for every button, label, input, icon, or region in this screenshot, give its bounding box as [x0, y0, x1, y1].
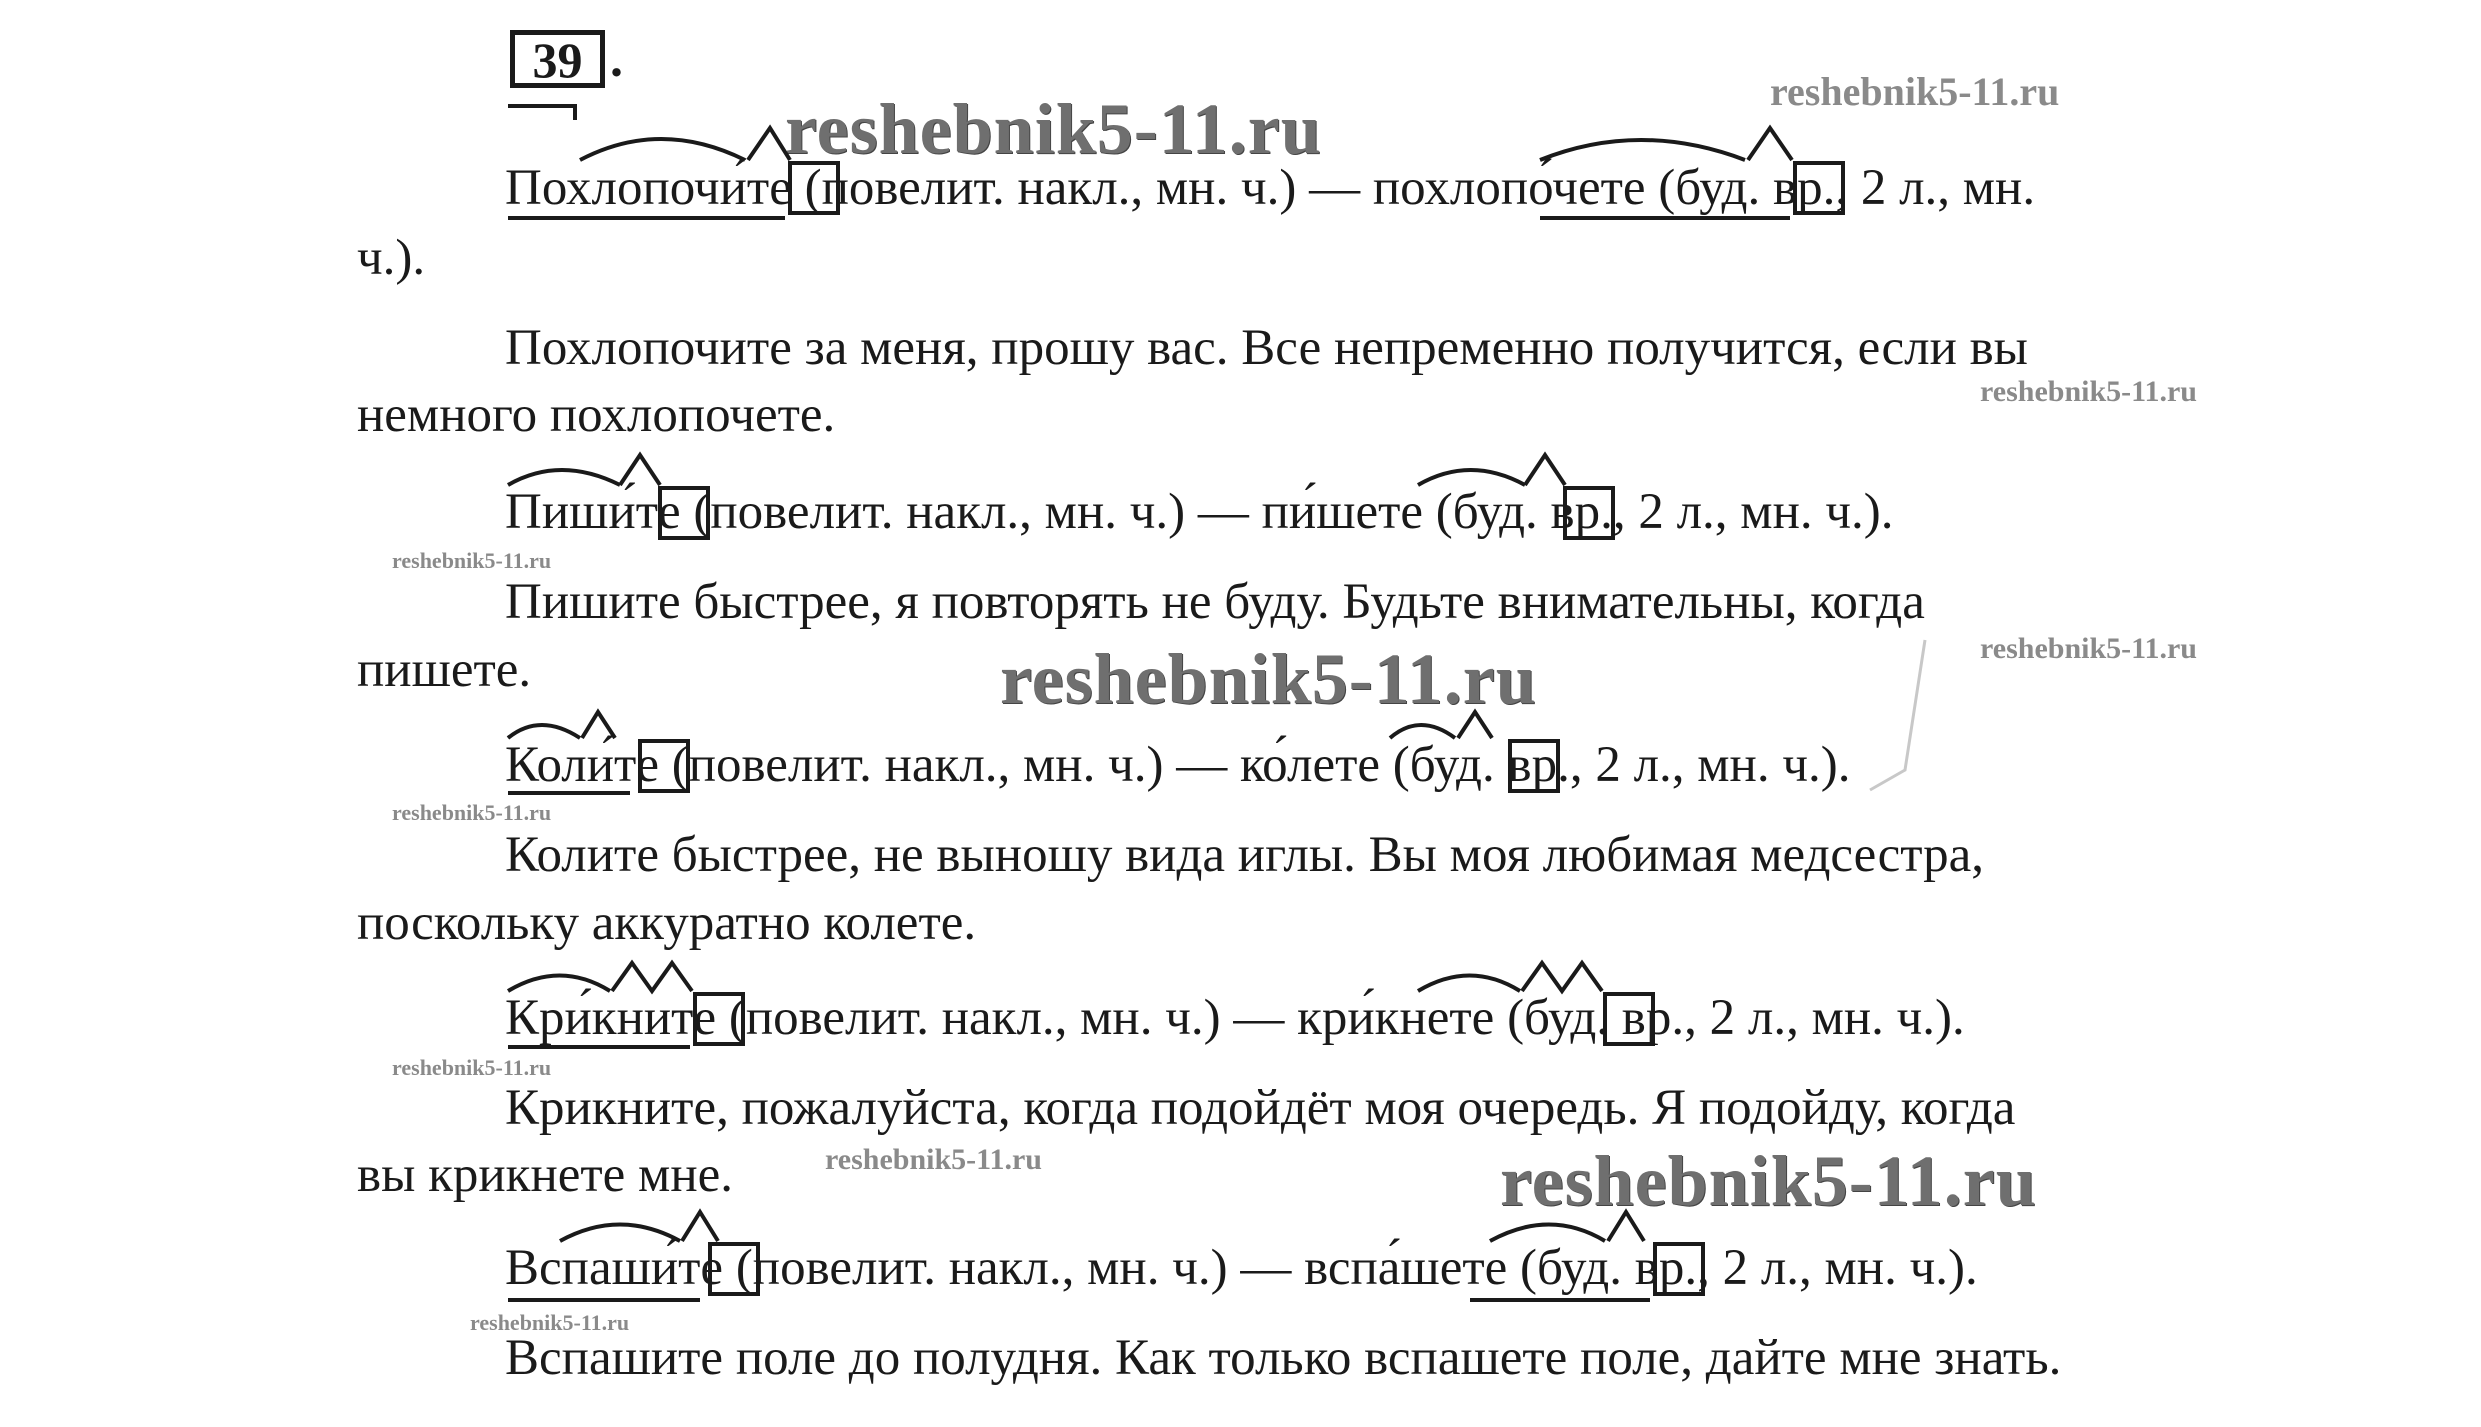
imperative-word: Кри́кните [505, 990, 717, 1046]
watermark: reshebnik5-11.ru [785, 89, 1322, 169]
exercise-number: 39 [532, 32, 583, 88]
indicative-word: кри́кнете [1297, 990, 1495, 1046]
example-sentence: Вспашите поле до полудня. Как только вспашете поле, дайте мне знать. [505, 1330, 2062, 1386]
imperative-word: Похлопочи́те [505, 160, 792, 216]
watermark: reshebnik5-11.ru [1980, 375, 2197, 408]
indicative-word: вспа́шете [1304, 1240, 1508, 1296]
watermark: reshebnik5-11.ru [392, 800, 552, 825]
grammar-note: (буд. вр., 2 л., мн. [1645, 160, 2036, 216]
watermark: reshebnik5-11.ru [470, 1310, 630, 1335]
example-sentence: пишете. [357, 642, 532, 698]
prefix-mark [508, 106, 575, 120]
word-pair-line [505, 735, 1850, 795]
example-sentence: Пишите быстрее, я повторять не буду. Будьте внимательны, когда [505, 574, 1925, 630]
check-mark-ghost [1870, 640, 1925, 790]
suffix-caret [748, 128, 790, 160]
suffix-caret [1522, 963, 1602, 991]
grammar-note: (повелит. накл., мн. ч.) — [791, 160, 1373, 216]
grammar-note: (повелит. накл., мн. ч.) — [723, 1240, 1305, 1296]
grammar-note: (повелит. накл., мн. ч.) — [680, 484, 1262, 540]
root-arc [580, 139, 745, 160]
watermark: reshebnik5-11.ru [392, 548, 552, 573]
word-pair-line [505, 988, 1965, 1048]
root-arc [1540, 140, 1745, 160]
example-sentence: Крикните, пожалуйста, когда подойдёт моя очередь. Я подойду, когда [505, 1080, 2016, 1136]
example-sentence: Колите быстрее, не выношу вида иглы. Вы моя любимая медсестра, [505, 827, 1985, 883]
watermark: reshebnik5-11.ru [1500, 1141, 2037, 1221]
indicative-word: пи́шете [1261, 484, 1424, 540]
indicative-word: похлопо́чете [1372, 160, 1646, 216]
imperative-word: Коли́те [505, 737, 659, 793]
example-sentence: немного похлопочете. [357, 387, 836, 443]
suffix-caret [682, 1212, 718, 1241]
grammar-note: (буд. вр., 2 л., мн. ч.). [1380, 737, 1851, 793]
watermark: reshebnik5-11.ru [825, 1143, 1042, 1176]
example-sentence: Похлопочите за меня, прошу вас. Все непременно получится, если вы [505, 320, 2028, 376]
suffix-caret [1748, 128, 1792, 160]
grammar-note: (повелит. накл., мн. ч.) — [716, 990, 1298, 1046]
suffix-caret [620, 455, 660, 485]
grammar-note: (буд. вр., 2 л., мн. ч.). [1423, 484, 1894, 540]
grammar-note: (повелит. накл., мн. ч.) — [658, 737, 1240, 793]
word-pair-line [505, 1238, 1978, 1298]
imperative-word: Вспаши́те [505, 1240, 724, 1296]
suffix-caret [612, 963, 692, 991]
word-pair-line [505, 482, 1894, 542]
indicative-word: ко́лете [1239, 737, 1381, 793]
watermark: reshebnik5-11.ru [1000, 639, 1537, 719]
watermark: reshebnik5-11.ru [1770, 69, 2060, 114]
exercise-number-box [510, 30, 605, 88]
grammar-note: (буд. вр., 2 л., мн. ч.). [1507, 1240, 1978, 1296]
suffix-caret [1525, 455, 1565, 485]
example-sentence: поскольку аккуратно колете. [357, 895, 977, 951]
exercise-number-dot: . [610, 31, 623, 88]
watermark: reshebnik5-11.ru [392, 1055, 552, 1080]
example-sentence: вы крикнете мне. [357, 1147, 734, 1203]
word-pair-line [505, 158, 2035, 218]
grammar-note-continued: ч.). [357, 230, 426, 286]
grammar-note: (буд. вр., 2 л., мн. ч.). [1494, 990, 1965, 1046]
imperative-word: Пиши́те [505, 484, 681, 540]
watermark: reshebnik5-11.ru [1980, 632, 2197, 665]
